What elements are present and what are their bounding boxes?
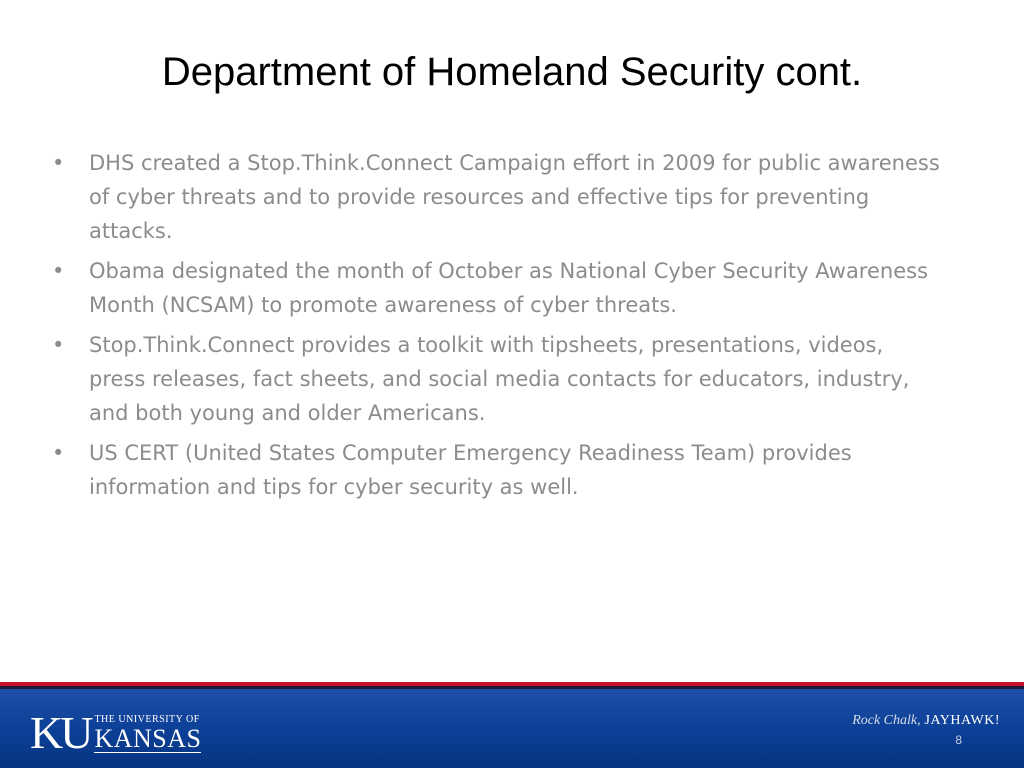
- university-logo: [30, 707, 202, 758]
- bullet-text: DHS created a Stop.Think.Connect Campaign effort in 2009 for public awareness of cyber threats and to provide resources and effective tips for preventing attacks.: [89, 151, 940, 243]
- bullet-marker: •: [52, 151, 65, 175]
- footer-band: [0, 689, 1024, 768]
- bullet-marker: •: [52, 333, 65, 357]
- logo-small-text: THE UNIVERSITY OF: [94, 714, 200, 725]
- bullet-marker: •: [52, 259, 65, 283]
- tagline: [852, 711, 1000, 729]
- logo-wordmark: [94, 714, 201, 755]
- bullet-text: US CERT (United States Computer Emergency Readiness Team) provides information and tips for cyber security as well.: [89, 441, 852, 499]
- page-number: 8: [955, 733, 962, 747]
- tagline-rock-chalk: Rock Chalk,: [852, 713, 921, 728]
- logo-ku-mark: KU: [30, 707, 91, 758]
- bullet-item: [46, 146, 946, 248]
- bullet-item: [46, 254, 946, 322]
- bullet-text: Obama designated the month of October as National Cyber Security Awareness Month (NCSAM) to promote awareness of cyber threats.: [89, 259, 929, 317]
- slide-title: Department of Homeland Security cont.: [161, 50, 863, 94]
- bullet-item: [46, 328, 946, 430]
- footer-banner: [0, 682, 1024, 768]
- bullet-marker: •: [52, 441, 65, 465]
- bullet-list: [46, 146, 946, 510]
- bullet-item: [46, 436, 946, 504]
- bullet-text: Stop.Think.Connect provides a toolkit with tipsheets, presentations, videos, press releases, fact sheets, and social media contacts for educators, industry, and both young and older Americans.: [89, 333, 910, 425]
- logo-big-text: KANSAS: [94, 724, 202, 753]
- tagline-jayhawk: JAYHAWK!: [924, 713, 1000, 728]
